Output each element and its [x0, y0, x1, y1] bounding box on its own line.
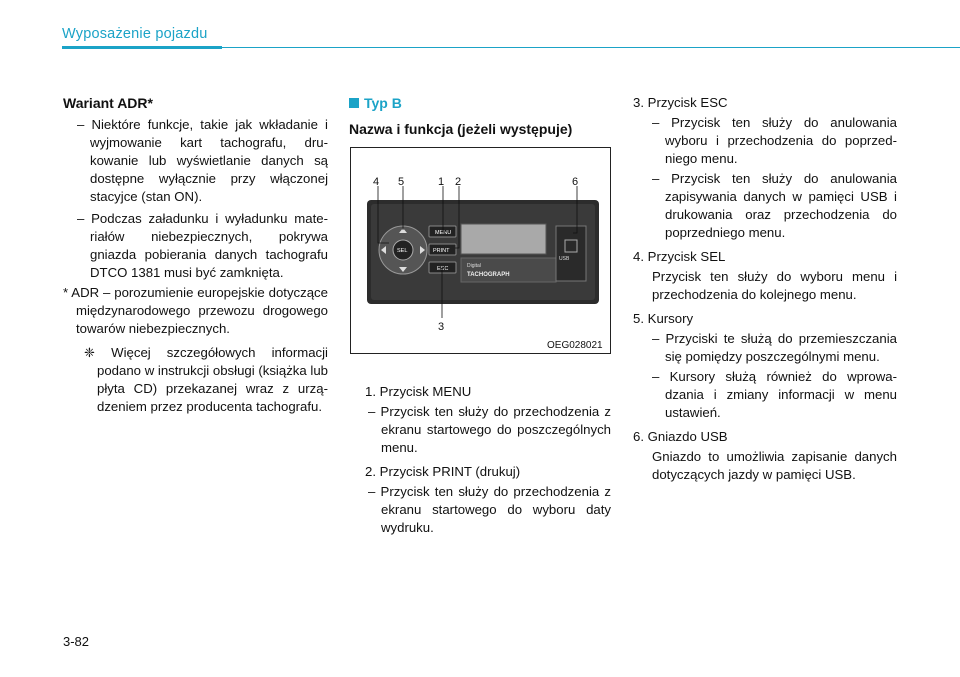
brand-text: TACHOGRAPH — [467, 272, 510, 278]
item-title: 1. Przycisk MENU — [365, 384, 472, 399]
adr-heading: Wariant ADR* — [63, 95, 153, 111]
adr-footnote: * ADR – porozumienie europejskie dotyczące międzynarodowego przewozu drogowego towarów niebezpiecznych. — [63, 285, 328, 336]
item-title: 2. Przycisk PRINT (drukuj) — [365, 464, 521, 479]
item-text: Przycisk ten służy do wyboru menu i przechodzenia do kolejnego menu. — [652, 269, 897, 302]
item-text: – Przycisk ten służy do przechodzenia z ekranu startowego do poszczególnych menu. — [368, 404, 611, 455]
callout-number: 4 — [373, 176, 380, 188]
item-text: Gniazdo to umożliwia zapisanie danych dotyczących jazdy w pamięci USB. — [652, 449, 897, 482]
item-text: – Przycisk ten służy do anulowania zapisywania danych w pamięci USB i drukowania oraz przechodzenia do poprzedniego menu. — [652, 171, 897, 240]
usb-label: USB — [559, 256, 570, 262]
type-b-list — [349, 377, 611, 537]
item-title: 4. Przycisk SEL — [633, 249, 726, 264]
callout-number: 1 — [438, 176, 445, 188]
adr-bullet: – Podczas załadunku i wyładunku materiałów niebezpiecznych, pokrywa gniazda pobierania danych tachografu DTCO 1381 musi być zamknięta. — [77, 211, 328, 280]
item-title: 6. Gniazdo USB — [633, 429, 728, 444]
item-text: – Kursory służą również do wprowadzania i zmiany informacji w menu ustawień. — [652, 369, 897, 420]
type-b-heading — [349, 94, 611, 112]
callout-number: 5 — [398, 176, 405, 188]
brand-top-text: Digital — [467, 263, 481, 269]
item-text: – Przycisk ten służy do anulowania wyboru i przechodzenia do poprzedniego menu. — [652, 115, 897, 166]
callout-number: 6 — [572, 176, 579, 188]
display-screen — [461, 224, 546, 254]
tachograph-figure — [350, 147, 611, 354]
name-function-heading: Nazwa i funkcja (jeżeli występuje) — [349, 121, 573, 137]
item-title: 5. Kursory — [633, 311, 694, 326]
callout-number: 3 — [438, 321, 445, 333]
column-type-b — [349, 94, 611, 138]
item-text: – Przycisk ten służy do przechodzenia z ekranu startowego do wyboru daty wydruku. — [368, 484, 611, 535]
item-title: 3. Przycisk ESC — [633, 95, 728, 110]
menu-button-label: MENU — [435, 230, 452, 236]
column-items — [633, 94, 897, 484]
adr-bullet: – Niektóre funkcje, takie jak wkładanie i wyjmowanie kart tachografu, drukowanie lub wyświetlanie danych są dostępne wyłącznie przy włączonej stacyjce (stan ON). — [77, 117, 328, 204]
header-rule-accent — [62, 46, 222, 49]
print-button-label: PRINT — [433, 248, 450, 254]
section-title: Wyposażenie pojazdu — [62, 26, 208, 42]
item-text: – Przyciski te służą do przemieszczania się pomiędzy poszczególnymi menu. — [652, 331, 897, 364]
page-number: 3-82 — [63, 634, 90, 649]
type-b-label: Typ B — [364, 95, 402, 111]
column-adr — [63, 94, 328, 416]
esc-button-label: ESC — [437, 266, 449, 272]
info-note: ❈ Więcej szczegółowych informacji podano w instrukcji obsługi (książka lub płyta CD) przekazanej wraz z urządzeniem przez producenta tachografu. — [84, 345, 328, 414]
usb-port-cover — [556, 226, 586, 281]
callout-number: 2 — [455, 176, 462, 188]
tachograph-illustration — [351, 148, 610, 353]
figure-code: OEG028021 — [547, 340, 603, 351]
square-bullet-icon — [349, 98, 359, 108]
sel-button-label: SEL — [397, 248, 408, 254]
